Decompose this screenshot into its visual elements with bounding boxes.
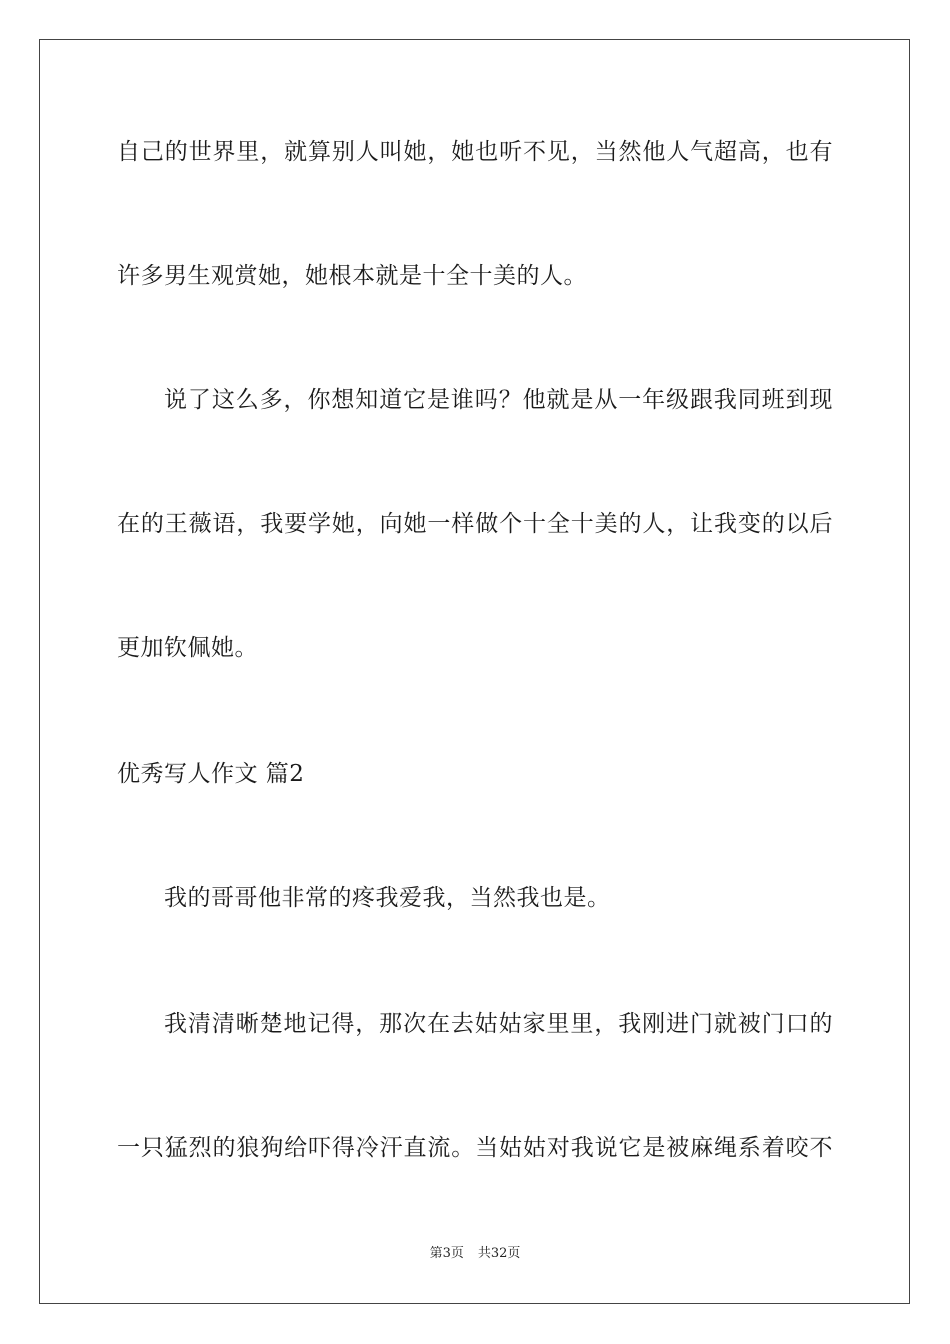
- text-line: 说了这么多，你想知道它是谁吗？他就是从一年级跟我同班到现: [164, 387, 833, 413]
- text-line: 一只猛烈的狼狗给吓得冷汗直流。当姑姑对我说它是被麻绳系着咬不: [117, 1135, 833, 1161]
- text-line: 许多男生观赏她，她根本就是十全十美的人。: [117, 263, 587, 289]
- text-line: 自己的世界里，就算别人叫她，她也听不见，当然他人气超高，也有: [117, 139, 833, 165]
- text-line: 我清清晰楚地记得，那次在去姑姑家里里，我刚进门就被门口的: [164, 1011, 833, 1037]
- page-total: 共32页: [477, 1246, 521, 1261]
- page-footer: [0, 1245, 950, 1263]
- text-line: 我的哥哥他非常的疼我爱我，当然我也是。: [164, 885, 611, 911]
- page-border: [39, 39, 910, 1304]
- section-heading: 优秀写人作文 篇2: [117, 761, 305, 787]
- text-line: 在的王薇语，我要学她，向她一样做个十全十美的人，让我变的以后: [117, 511, 833, 537]
- page-number: 第3页: [429, 1246, 464, 1261]
- text-line: 更加钦佩她。: [117, 635, 258, 661]
